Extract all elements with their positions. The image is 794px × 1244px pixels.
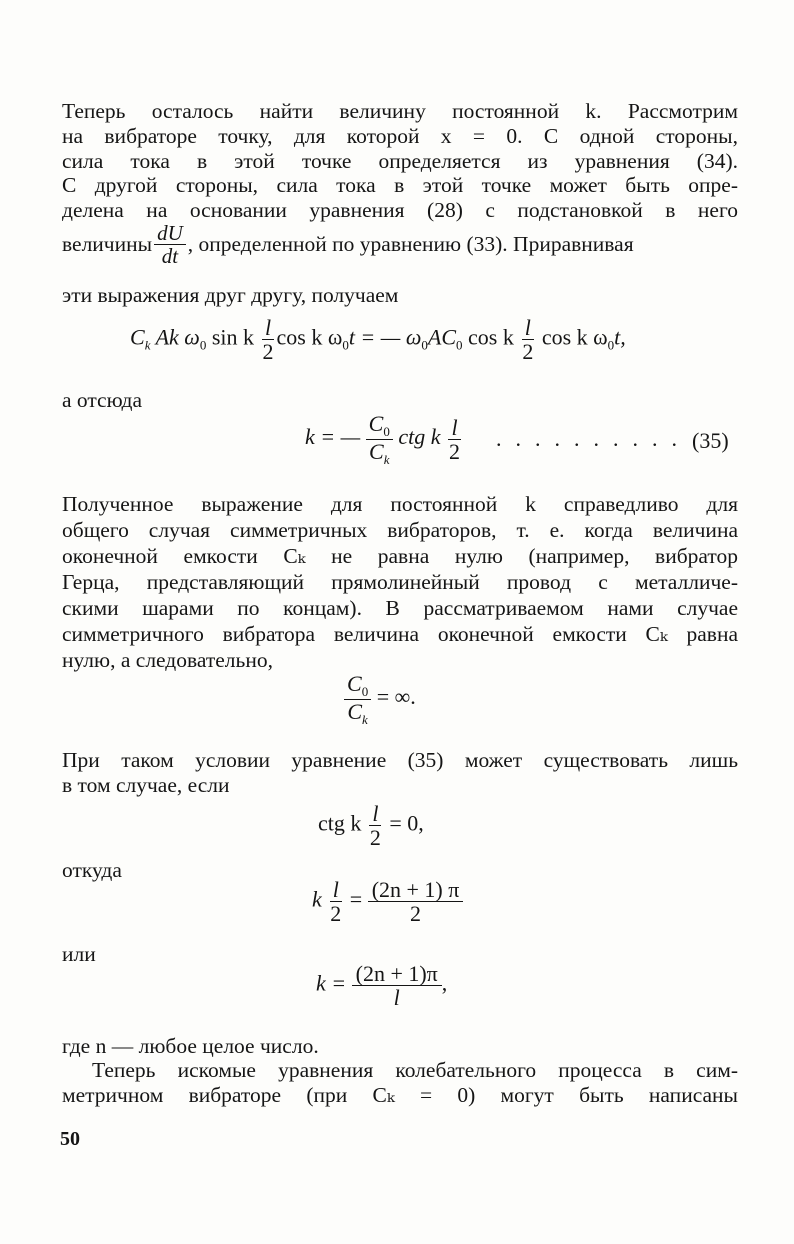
subscript: k bbox=[383, 451, 390, 467]
fraction-numerator: l bbox=[262, 316, 274, 340]
word-ili: или bbox=[62, 942, 96, 966]
fraction-denominator: C bbox=[369, 438, 384, 464]
fraction-numerator: l bbox=[448, 416, 460, 440]
fraction-2n1pi-l bbox=[352, 962, 442, 1009]
fraction-c0-ck bbox=[366, 412, 393, 466]
equation-3 bbox=[318, 802, 424, 849]
fraction-denominator: 2 bbox=[522, 339, 534, 365]
text-line: Герца, представляющий прямолинейный провод с металличе- bbox=[62, 570, 738, 594]
symbol: cos k ω bbox=[276, 324, 343, 350]
text-line: скими шарами по концам). В рассматриваемом нами случае bbox=[62, 596, 738, 620]
symbol: Ak ω bbox=[150, 324, 200, 350]
fraction-denominator: 2 bbox=[330, 901, 342, 927]
fraction-numerator: (2n + 1)π bbox=[352, 962, 442, 986]
fraction-denominator: dt bbox=[161, 244, 179, 269]
subscript: 0 bbox=[607, 337, 615, 353]
text-line: делена на основании уравнения (28) с подстановкой в него bbox=[62, 198, 738, 223]
fraction-numerator: dU bbox=[154, 222, 186, 245]
text-line: общего случая симметричных вибраторов, т. е. когда величина bbox=[62, 518, 738, 542]
symbol: C bbox=[130, 324, 145, 350]
subscript: 0 bbox=[383, 424, 390, 439]
text-line: метричном вибраторе (при Cₖ = 0) могут быть написаны bbox=[62, 1082, 738, 1107]
fraction-l-2 bbox=[446, 416, 463, 463]
symbol: ctg k bbox=[318, 810, 362, 836]
symbol: sin k bbox=[206, 324, 254, 350]
fraction-numerator: l bbox=[369, 802, 381, 826]
text-line: в том случае, если bbox=[62, 772, 230, 797]
symbol: k = bbox=[316, 970, 347, 996]
text-line: При таком условии уравнение (35) может существовать лишь bbox=[62, 748, 738, 772]
fraction-du-dt bbox=[154, 222, 186, 267]
text-line: Полученное выражение для постоянной k справедливо для bbox=[62, 492, 738, 516]
fraction-l-2 bbox=[519, 316, 536, 363]
text-line: сила тока в этой точке определяется из уравнения (34). bbox=[62, 148, 738, 173]
paragraph-7 bbox=[62, 1058, 738, 1108]
text-line: С другой стороны, сила тока в этой точке может быть опре- bbox=[62, 173, 738, 198]
symbol: cos k bbox=[462, 324, 514, 350]
subscript: 0 bbox=[361, 684, 369, 699]
equation-2 bbox=[344, 672, 416, 726]
symbol: AC bbox=[427, 324, 456, 350]
paragraph-1 bbox=[62, 99, 738, 223]
subscript: 0 bbox=[421, 337, 428, 353]
subscript: 0 bbox=[342, 337, 349, 353]
paragraph-3: эти выражения друг другу, получаем bbox=[62, 283, 399, 307]
symbol: = bbox=[349, 886, 363, 912]
paragraph-6: где n — любое целое число. bbox=[62, 1034, 319, 1058]
text-line: нулю, а следовательно, bbox=[62, 648, 273, 672]
equation-1 bbox=[130, 316, 626, 363]
symbol: ctg k bbox=[398, 424, 441, 450]
word-otkuda: откуда bbox=[62, 858, 122, 882]
symbol: k = — bbox=[305, 424, 361, 450]
subscript: 0 bbox=[199, 337, 207, 353]
equation-35 bbox=[305, 412, 463, 466]
symbol: t, bbox=[614, 324, 626, 350]
text-line: симметричного вибратора величина оконечной емкости Cₖ равна bbox=[62, 622, 738, 646]
text-line: на вибраторе точку, для которой x = 0. С одной стороны, bbox=[62, 123, 738, 148]
fraction-numerator: C bbox=[368, 411, 384, 436]
symbol: cos k ω bbox=[536, 324, 608, 350]
fraction-denominator: 2 bbox=[369, 825, 381, 851]
text-line bbox=[62, 1058, 738, 1083]
word-otsyuda: а отсюда bbox=[62, 388, 143, 412]
paragraph-4 bbox=[62, 491, 738, 673]
symbol: t = — ω bbox=[348, 324, 422, 350]
paragraph-2 bbox=[62, 222, 738, 267]
subscript: k bbox=[362, 711, 368, 727]
fraction-denominator: 2 bbox=[262, 339, 274, 365]
fraction-denominator: 2 bbox=[410, 901, 422, 927]
fraction-l-2 bbox=[260, 316, 277, 363]
fraction-numerator: C bbox=[347, 671, 362, 696]
text-fragment: , определенной по уравнению (33). Приравнивая bbox=[187, 232, 634, 257]
text-fragment: величины bbox=[62, 232, 153, 257]
fraction-numerator: (2n + 1) π bbox=[368, 878, 464, 902]
fraction-c0-ck bbox=[344, 672, 371, 726]
equation-5 bbox=[316, 962, 447, 1009]
fraction-numerator: l bbox=[522, 316, 534, 340]
fraction-2n1pi-2 bbox=[368, 878, 464, 925]
text-fragment: Теперь искомые уравнения колебательного процесса в сим- bbox=[92, 1058, 738, 1082]
symbol: = ∞. bbox=[376, 684, 416, 710]
equation-number: (35) bbox=[692, 428, 729, 453]
fraction-denominator: l bbox=[393, 985, 400, 1011]
fraction-numerator: l bbox=[330, 878, 342, 902]
subscript: k bbox=[144, 337, 151, 353]
subscript: 0 bbox=[456, 337, 463, 353]
symbol: k bbox=[312, 886, 322, 912]
fraction-l-2 bbox=[327, 878, 344, 925]
fraction-l-2 bbox=[367, 802, 384, 849]
fraction-denominator: C bbox=[347, 698, 363, 724]
equation-4 bbox=[312, 878, 463, 925]
paragraph-5 bbox=[62, 748, 738, 798]
fraction-denominator: 2 bbox=[449, 438, 461, 464]
symbol: , bbox=[441, 970, 448, 996]
page-number: 50 bbox=[60, 1128, 80, 1150]
text-line: оконечной емкости Cₖ не равна нулю (например, вибратор bbox=[62, 544, 738, 568]
leader-dots: .......... bbox=[496, 426, 691, 451]
text-line: Теперь осталось найти величину постоянной k. Рассмотрим bbox=[62, 99, 738, 123]
symbol: = 0, bbox=[389, 810, 424, 836]
